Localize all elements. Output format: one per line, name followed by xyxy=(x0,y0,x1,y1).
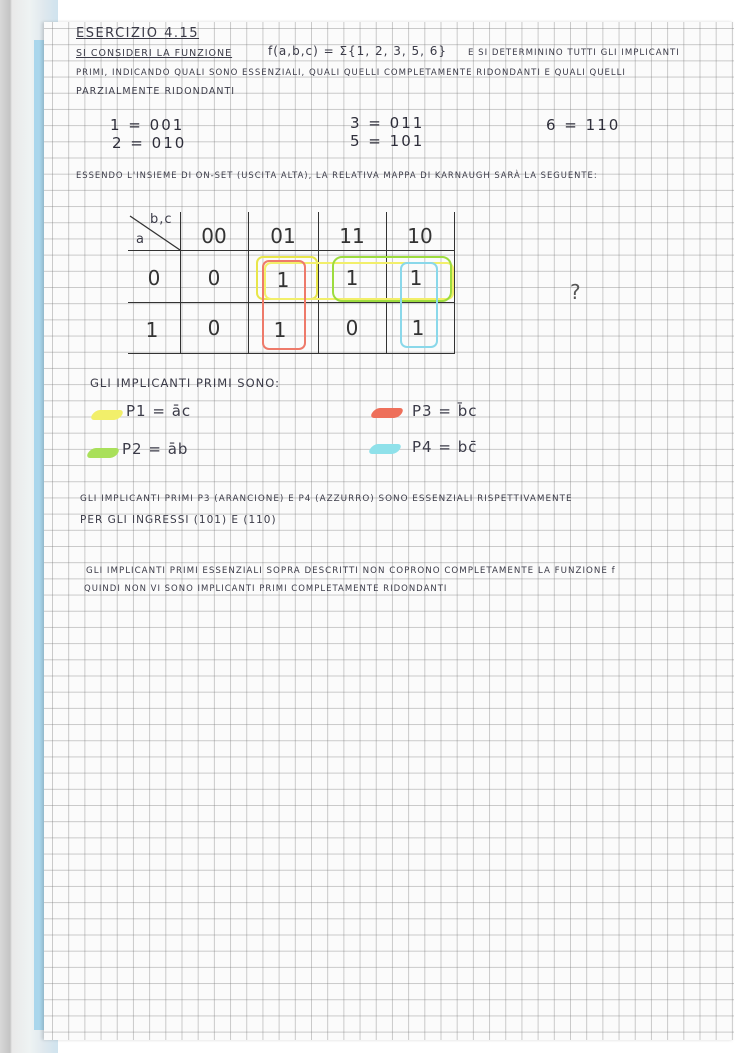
corner-label-bc: b,c xyxy=(150,212,173,227)
minterm-3: 3 = 011 xyxy=(350,114,425,132)
cell-0-00: 0 xyxy=(207,266,221,290)
exercise-title: ESERCIZIO 4.15 xyxy=(76,26,200,41)
cell-0-10: 1 xyxy=(409,266,423,290)
minterm-5: 5 = 101 xyxy=(350,132,425,150)
minterm-6: 6 = 110 xyxy=(546,116,621,134)
cell-1-10: 1 xyxy=(411,316,425,340)
col-header-00: 00 xyxy=(201,224,227,248)
implicant-p2: P2 = āb xyxy=(122,440,189,458)
karnaugh-map xyxy=(128,212,455,354)
cell-0-11: 1 xyxy=(345,266,359,290)
notebook-edge-strip xyxy=(34,40,44,1030)
implicant-p4: P4 = bc̄ xyxy=(412,438,478,456)
essential-line2: PER GLI INGRESSI (101) E (110) xyxy=(80,514,277,526)
intro-line2: PRIMI, INDICANDO QUALI SONO ESSENZIALI, QUALI QUELLI COMPLETAMENTE RIDONDANTI E QUALI QUELLI xyxy=(76,68,626,78)
row-label-1: 1 xyxy=(145,318,159,342)
minterm-1: 1 = 001 xyxy=(110,116,185,134)
row-label-0: 0 xyxy=(147,266,161,290)
essential-line1: GLI IMPLICANTI PRIMI P3 (ARANCIONE) E P4 (AZZURRO) SONO ESSENZIALI RISPETTIVAMENTE xyxy=(80,494,573,504)
intro-function: f(a,b,c) = Σ{1, 2, 3, 5, 6} xyxy=(268,44,448,58)
implicant-p1: P1 = āc xyxy=(126,402,192,420)
corner-label-a: a xyxy=(136,232,145,247)
intro-line3: PARZIALMENTE RIDONDANTI xyxy=(76,86,236,97)
col-header-01: 01 xyxy=(270,224,296,248)
cell-1-00: 0 xyxy=(207,316,221,340)
onset-sentence: ESSENDO L'INSIEME DI ON-SET (USCITA ALTA), LA RELATIVA MAPPA DI KARNAUGH SARÀ LA SEGUENTE: xyxy=(76,170,598,180)
minterm-2: 2 = 010 xyxy=(112,134,187,152)
cell-1-11: 0 xyxy=(345,316,359,340)
cell-1-01: 1 xyxy=(273,318,287,342)
intro-line1-a: SI CONSIDERI LA FUNZIONE xyxy=(76,48,233,59)
cell-0-01: 1 xyxy=(276,268,290,292)
question-mark: ? xyxy=(570,280,582,304)
implicant-p3: P3 = b̄c xyxy=(412,402,478,420)
conclusion-line1: GLI IMPLICANTI PRIMI ESSENZIALI SOPRA DESCRITTI NON COPRONO COMPLETAMENTE LA FUNZIONE f xyxy=(86,566,616,576)
intro-line1-b: E SI DETERMININO TUTTI GLI IMPLICANTI xyxy=(468,48,680,58)
col-header-10: 10 xyxy=(407,224,433,248)
conclusion-line2: QUINDI NON VI SONO IMPLICANTI PRIMI COMPLETAMENTE RIDONDANTI xyxy=(84,584,448,594)
col-header-11: 11 xyxy=(339,224,365,248)
implicants-heading: GLI IMPLICANTI PRIMI SONO: xyxy=(90,376,280,390)
